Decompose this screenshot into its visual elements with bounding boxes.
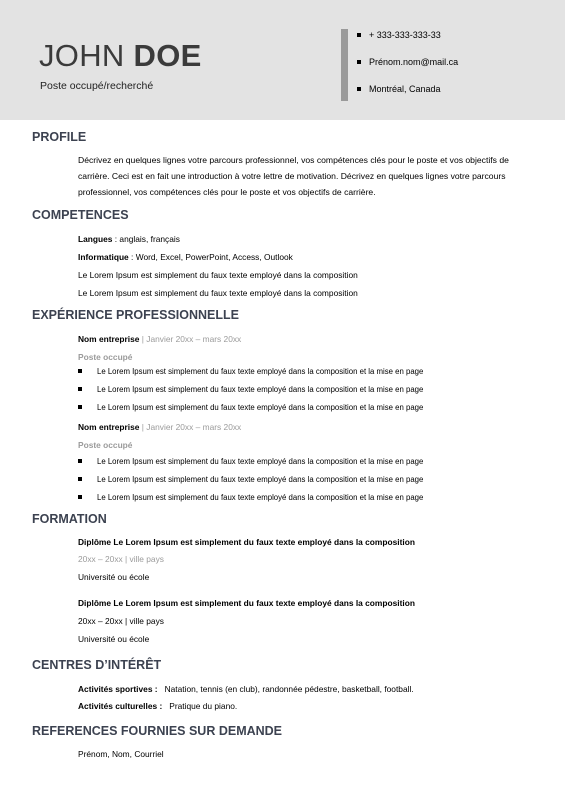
list-item: Le Lorem Ipsum est simplement du faux texte employé dans la composition et la mise en page xyxy=(78,362,423,380)
section-title-references: REFERENCES FOURNIES SUR DEMANDE xyxy=(32,724,283,738)
formation-1-dates: 20xx – 20xx | ville pays xyxy=(78,554,164,564)
job-1-heading: Nom entreprise | Janvier 20xx – mars 20xx xyxy=(78,334,242,344)
job-1-bullets xyxy=(78,362,423,416)
first-name: JOHN xyxy=(39,38,125,73)
formation-2-diploma: Diplôme Le Lorem Ipsum est simplement du faux texte employé dans la composition xyxy=(78,598,415,608)
interets-sport: Activités sportives : Natation, tennis (en club), randonnée pédestre, basketball, football. xyxy=(78,684,414,694)
profile-text: Décrivez en quelques lignes votre parcours professionnel, vos compétences clés pour le poste et vos objectifs de carrière. Ceci est en fait une introduction à votre lettre de motivation. Décrivez en quelques lignes votre parcours professionnel, vos compétences clés pour le poste et vos objectifs de carrière. xyxy=(78,155,509,197)
contact-phone: + 333-333-333-33 xyxy=(357,29,458,56)
bullet-square-icon xyxy=(357,87,361,91)
job-2-bullets xyxy=(78,452,423,506)
job-2-heading: Nom entreprise | Janvier 20xx – mars 20xx xyxy=(78,422,242,432)
competence-informatique: Informatique : Word, Excel, PowerPoint, Access, Outlook xyxy=(78,252,293,262)
bullet-square-icon xyxy=(78,495,82,499)
header-band xyxy=(0,0,565,120)
formation-1-school: Université ou école xyxy=(78,572,150,582)
bullet-square-icon xyxy=(78,477,82,481)
formation-2-dates: 20xx – 20xx | ville pays xyxy=(78,616,164,626)
section-title-interets: CENTRES D’INTÉRÊT xyxy=(32,658,162,672)
bullet-square-icon xyxy=(78,459,82,463)
contact-location: Montréal, Canada xyxy=(357,83,458,110)
full-name xyxy=(39,38,202,74)
list-item: Le Lorem Ipsum est simplement du faux texte employé dans la composition et la mise en page xyxy=(78,398,423,416)
bullet-square-icon xyxy=(357,60,361,64)
list-item: Le Lorem Ipsum est simplement du faux texte employé dans la composition et la mise en page xyxy=(78,380,423,398)
section-title-experience: EXPÉRIENCE PROFESSIONNELLE xyxy=(32,308,239,322)
formation-1-diploma: Diplôme Le Lorem Ipsum est simplement du faux texte employé dans la composition xyxy=(78,537,415,547)
section-title-profile: PROFILE xyxy=(32,130,87,144)
bullet-square-icon xyxy=(78,369,82,373)
formation-2-school: Université ou école xyxy=(78,634,150,644)
competence-line-3: Le Lorem Ipsum est simplement du faux texte employé dans la composition xyxy=(78,270,358,280)
interets-culture: Activités culturelles : Pratique du piano. xyxy=(78,701,238,711)
competence-langues: Langues : anglais, français xyxy=(78,234,180,244)
list-item: Le Lorem Ipsum est simplement du faux texte employé dans la composition et la mise en page xyxy=(78,470,423,488)
references-text: Prénom, Nom, Courriel xyxy=(78,749,164,759)
list-item: Le Lorem Ipsum est simplement du faux texte employé dans la composition et la mise en page xyxy=(78,452,423,470)
job-1-position: Poste occupé xyxy=(78,352,133,362)
bullet-square-icon xyxy=(78,387,82,391)
section-title-competences: COMPETENCES xyxy=(32,208,129,222)
contact-divider-bar xyxy=(341,29,348,101)
contact-list xyxy=(357,29,458,110)
bullet-square-icon xyxy=(357,33,361,37)
bullet-square-icon xyxy=(78,405,82,409)
section-title-formation: FORMATION xyxy=(32,512,107,526)
contact-email: Prénom.nom@mail.ca xyxy=(357,56,458,83)
last-name: DOE xyxy=(133,38,202,73)
competence-line-4: Le Lorem Ipsum est simplement du faux texte employé dans la composition xyxy=(78,288,358,298)
job-subtitle: Poste occupé/recherché xyxy=(40,80,154,92)
job-2-position: Poste occupé xyxy=(78,440,133,450)
list-item: Le Lorem Ipsum est simplement du faux texte employé dans la composition et la mise en page xyxy=(78,488,423,506)
